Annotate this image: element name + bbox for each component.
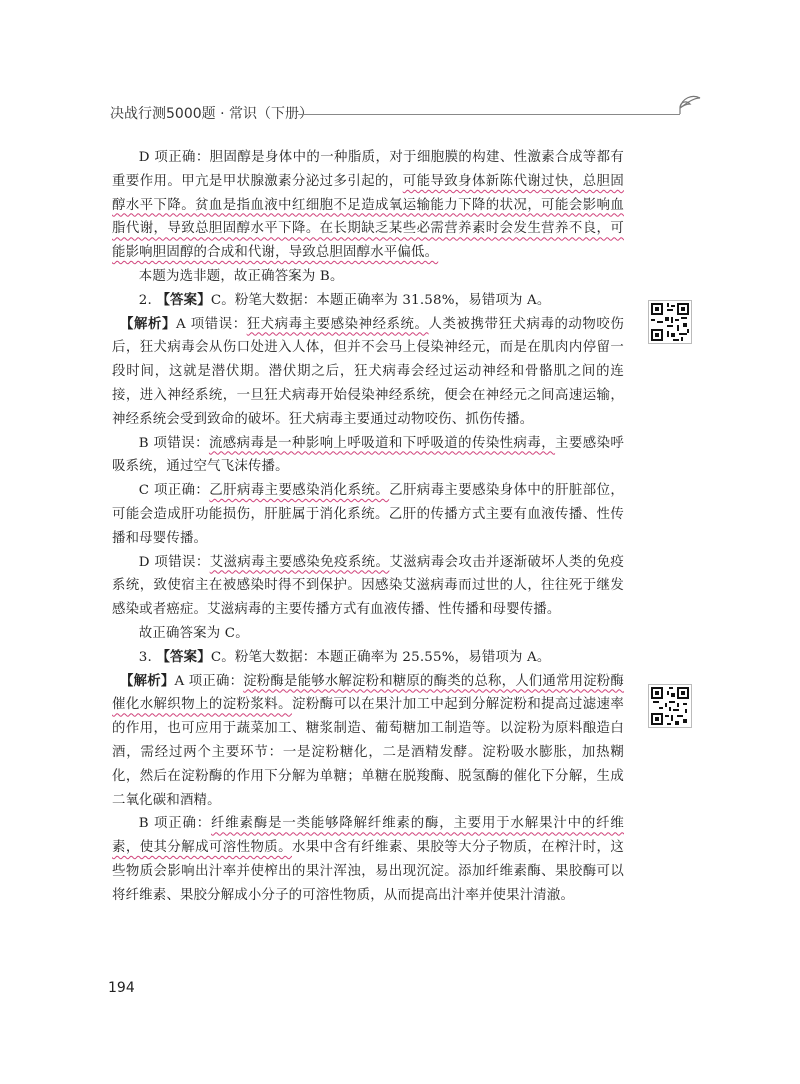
running-header [110,104,710,130]
qr-code-icon[interactable] [648,684,692,728]
paragraph-d-cholesterol [112,146,624,265]
q2-option-c [112,479,624,550]
q3-a-rest: 淀粉酶可以在果汁加工中起到分解淀粉和提高过滤速率的作用，也可应用于蔬菜加工、糖浆制造、葡萄糖加工制造等。以淀粉为原料酿造白酒，需经过两个主要环节：一是淀粉糖化，二是酒精发酵。淀粉吸水膨胀，加热糊化，然后在淀粉酶的作用下分解为单糖；单糖在脱羧酶、脱氢酶的催化下分解，生成二氧化碳和酒精。 [112,697,624,808]
q2-answer-line [112,289,624,313]
q2-b-rest: 主要感染呼吸系统，通过空气飞沫传播。 [112,435,625,475]
q2-option-d [112,551,624,622]
q3-a-lead: A 项正确： [174,673,244,689]
q2-option-b [112,432,624,480]
q2-d-rest: 艾滋病毒会攻击并逐渐破坏人类的免疫系统，致使宿主在被感染时得不到保护。因感染艾滋病毒而过世的人，往往死于继发感染或者癌症。艾滋病毒的主要传播方式有血液传播、性传播和母婴传播。 [112,554,624,618]
q3-analysis-tag: 【解析】 [120,672,175,689]
q2-b-lead: B 项错误： [138,435,209,451]
q2-c-rest: 乙肝病毒主要感染身体中的肝脏部位，可能会造成肝功能损伤，肝脏属于消化系统。乙肝的传播方式主要有血液传播、性传播和母婴传播。 [112,483,625,546]
q3-answer-tag: 【答案】 [156,648,211,665]
q3-b-rest: 水果中含有纤维素、果胶等大分子物质，在榨汁时，这些物质会影响出汁率并使榨出的果汁浑浊，易出现沉淀。添加纤维素酶、果胶酶可以将纤维素、果胶分解成小分子的可溶性物质，从而提高出汁率并使果汁清澈。 [112,840,624,903]
q3-number: 3. [138,649,157,665]
q3-option-b [112,812,624,907]
q2-a-lead: A 项错误： [176,316,247,332]
q3-answer-line [112,646,624,670]
q3-b-lead: B 项正确： [138,816,212,832]
q2-a-rest: 人类被携带狂犬病毒的动物咬伤后，狂犬病毒会从伤口处进入人体，但并不会马上侵染神经元，而是在肌肉内停留一段时间，这就是潜伏期。潜伏期之后，狂犬病毒会经过运动神经和骨骼肌之间的连接，进入神经系统，一旦狂犬病毒开始侵染神经系统，便会在神经元之间高速运输，神经系统会受到致命的破坏。狂犬病毒主要通过动物咬伤、抓伤传播。 [112,316,624,427]
q2-number: 2. [138,292,157,308]
q2-answer-text: C。粉笔大数据：本题正确率为 31.58%，易错项为 A。 [210,292,551,308]
q2-c-lead: C 项正确： [138,483,210,499]
q2-analysis-tag: 【解析】 [120,315,176,332]
q2-a-underlined: 狂犬病毒主要感染神经系统。 [246,316,429,332]
q2-answer-tag: 【答案】 [156,291,211,308]
page-body [112,146,624,908]
q3-option-a [112,670,624,813]
q3-a-underlined: 淀粉酶是能够水解淀粉和糖原的酶类的总称，人们通常用淀粉酶催化水解织物上的淀粉浆料。 [112,673,624,713]
q2-conclusion: 故正确答案为 C。 [138,625,249,641]
q2-c-underlined: 乙肝病毒主要感染消化系统。 [209,483,390,499]
q3-b-underlined: 纤维素酶是一类能够降解纤维素的酶，主要用于水解果汁中的纤维素，使其分解成可溶性物质。 [112,816,624,856]
q2-d-lead: D 项错误： [138,554,210,570]
sprout-leaf-icon [678,92,706,116]
q2-option-a [112,313,624,432]
qr-code-icon[interactable] [648,300,692,344]
text-d-underlined: 可能导致身体新陈代谢过快，总胆固醇水平下降。贫血是指血液中红细胞不足造成氧运输能力下降的状况，可能会影响血脂代谢，导致总胆固醇水平下降。在长期缺乏某些必需营养素时会发生营养不良，可能影响胆固醇的合成和代谢，导致总胆固醇水平偏低。 [112,173,624,261]
q2-d-underlined: 艾滋病毒主要感染免疫系统。 [209,554,390,570]
header-rule [298,114,680,115]
paragraph-q1-conclusion: 本题为选非题，故正确答案为 B。 [138,268,344,284]
book-title: 决战行测5000题 · 常识（下册） [110,106,313,122]
text-d-intro: D 项正确：胆固醇是身体中的一种脂质，对于细胞膜的构建、性激素合成等都有重要作用。甲亢是甲状腺激素分泌过多引起的， [112,150,624,189]
q3-answer-text: C。粉笔大数据：本题正确率为 25.55%，易错项为 A。 [210,649,551,665]
q2-b-underlined: 流感病毒是一种影响上呼吸道和下呼吸道的传染性病毒， [208,435,556,451]
page-number: 194 [108,980,135,996]
